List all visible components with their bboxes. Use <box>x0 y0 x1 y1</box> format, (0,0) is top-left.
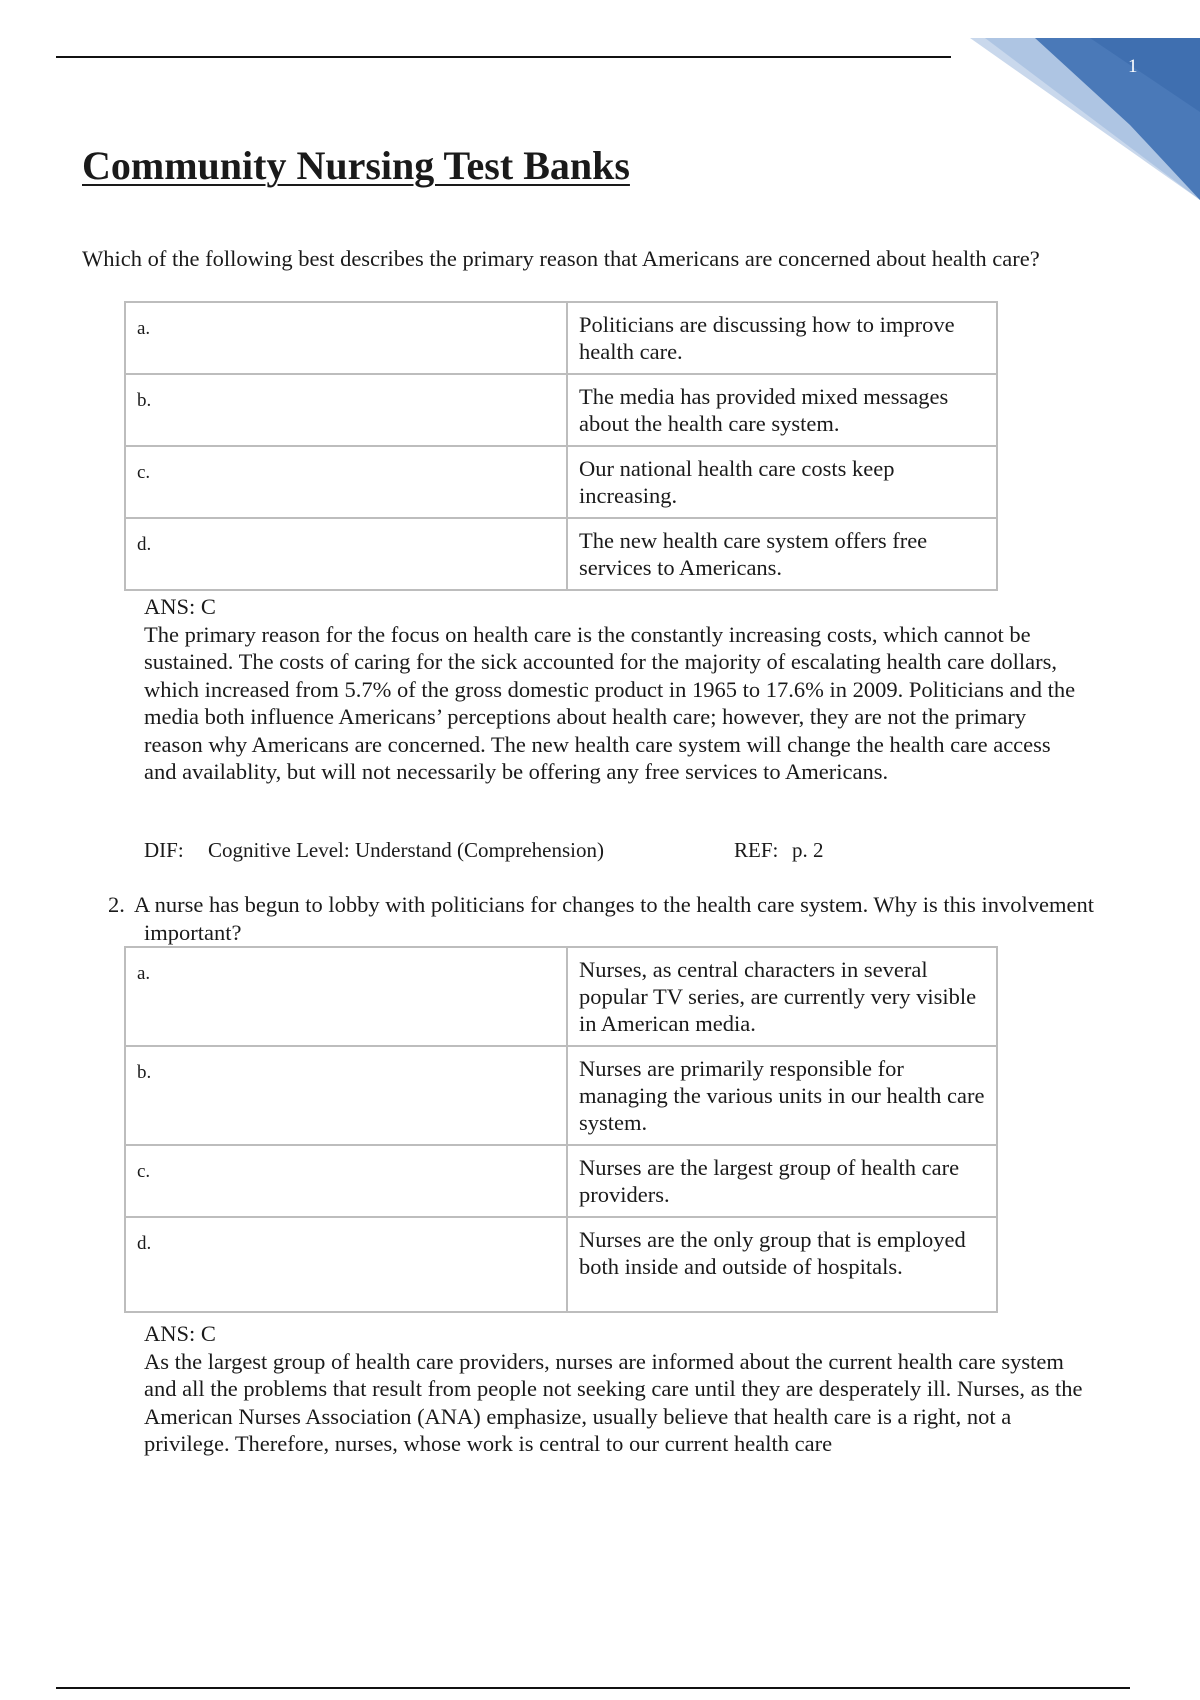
question-text: A nurse has begun to lobby with politicians for changes to the health care system. Why is this involvement important? <box>134 892 1095 945</box>
question-number: 2. <box>108 892 125 917</box>
option-letter: c. <box>125 1145 567 1217</box>
header-rule <box>56 56 951 58</box>
answer-block <box>144 593 1084 786</box>
option-letter: c. <box>125 446 567 518</box>
option-letter: d. <box>125 518 567 590</box>
option-text: Nurses are the only group that is employed both inside and outside of hospitals. <box>567 1217 997 1312</box>
option-text: Nurses are primarily responsible for managing the various units in our health care system. <box>567 1046 997 1145</box>
dif-label: DIF: <box>144 838 184 862</box>
question-stem <box>108 891 1124 947</box>
dif-value: Cognitive Level: Understand (Comprehension) <box>208 838 604 862</box>
footer-rule <box>56 1687 1130 1689</box>
question-text: Which of the following best describes the primary reason that Americans are concerned about health care? <box>82 246 1040 271</box>
option-text: Our national health care costs keep increasing. <box>567 446 997 518</box>
ref-value: p. 2 <box>792 838 824 862</box>
ref-label: REF: <box>734 838 779 862</box>
answer-rationale: The primary reason for the focus on health care is the constantly increasing costs, which cannot be sustained. The costs of caring for the sick accounted for the majority of escalating health care dollars, which increased from 5.7% of the gross domestic product in 1965 to 17.6% in 2009. Politicians and the media both influence Americans’ perceptions about health care; however, they are not the primary reason why Americans are concerned. The new health care system will change the health care access and availablity, but will not necessarily be offering any free services to Americans. <box>144 621 1076 784</box>
corner-decoration <box>940 0 1200 200</box>
question-metadata <box>144 838 824 863</box>
option-letter: d. <box>125 1217 567 1312</box>
option-text: Politicians are discussing how to improve health care. <box>567 302 997 374</box>
option-row <box>125 1046 997 1145</box>
option-row <box>125 446 997 518</box>
answer-key: ANS: C <box>144 594 216 619</box>
option-row <box>125 518 997 590</box>
options-table <box>124 946 998 1313</box>
page-number: 1 <box>1128 56 1138 77</box>
option-text: The media has provided mixed messages about the health care system. <box>567 374 997 446</box>
option-row <box>125 302 997 374</box>
answer-key: ANS: C <box>144 1321 216 1346</box>
option-row <box>125 1217 997 1312</box>
option-text: Nurses, as central characters in several popular TV series, are currently very visible in American media. <box>567 947 997 1046</box>
option-text: The new health care system offers free services to Americans. <box>567 518 997 590</box>
options-table <box>124 301 998 591</box>
option-text: Nurses are the largest group of health care providers. <box>567 1145 997 1217</box>
option-row <box>125 374 997 446</box>
question-stem <box>82 245 1124 273</box>
option-letter: b. <box>125 1046 567 1145</box>
option-row <box>125 1145 997 1217</box>
option-row <box>125 947 997 1046</box>
option-letter: a. <box>125 947 567 1046</box>
answer-block <box>144 1320 1084 1458</box>
option-letter: a. <box>125 302 567 374</box>
option-letter: b. <box>125 374 567 446</box>
answer-rationale: As the largest group of health care providers, nurses are informed about the current health care system and all the problems that result from people not seeking care until they are desperately ill. Nurses, as the American Nurses Association (ANA) emphasize, usually believe that health care is a right, not a privilege. Therefore, nurses, whose work is central to our current health care <box>144 1348 1083 1456</box>
page-title: Community Nursing Test Banks <box>82 143 630 188</box>
